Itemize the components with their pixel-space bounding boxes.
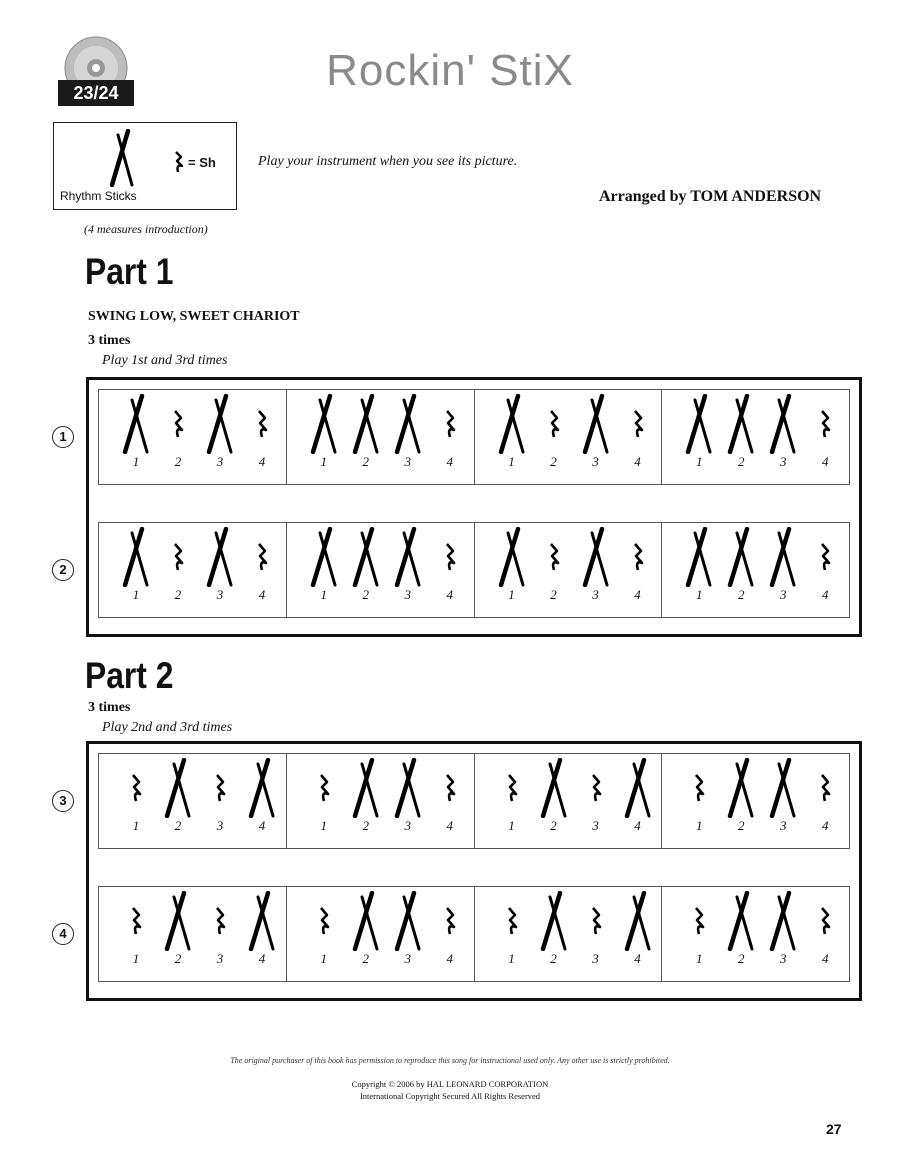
beat-rest — [573, 887, 619, 983]
rhythm-sticks-icon — [763, 394, 803, 454]
beat-rest — [802, 887, 848, 983]
beat-stick — [718, 390, 764, 486]
beat-number: 2 — [174, 818, 182, 833]
instructions: Play your instrument when you see its picture. — [258, 154, 518, 169]
beat-number: 3 — [404, 951, 411, 966]
rhythm-sticks-icon — [304, 394, 344, 454]
rhythm-sticks-icon — [492, 527, 532, 587]
rhythm-sticks-icon — [721, 891, 761, 951]
rest-icon — [818, 543, 832, 571]
beat-number: 3 — [780, 951, 787, 966]
beat-number: 4 — [822, 951, 829, 966]
rhythm-sticks-icon — [200, 527, 240, 587]
rhythm-sticks-icon — [158, 891, 198, 951]
beat-number: 3 — [216, 818, 224, 833]
rhythm-sticks-icon — [346, 758, 386, 818]
rest-icon — [129, 774, 143, 802]
beat-stick — [343, 523, 389, 619]
beat-rest — [573, 754, 619, 850]
beat-stick — [676, 390, 722, 486]
rhythm-sticks-icon — [534, 758, 574, 818]
beat-rest — [197, 754, 243, 850]
beat-stick — [343, 754, 389, 850]
beat-stick — [760, 390, 806, 486]
beat-stick — [113, 390, 159, 486]
track-number: 23/24 — [58, 80, 134, 106]
rest-icon — [505, 774, 519, 802]
beat-number: 1 — [132, 951, 140, 966]
beat-stick — [531, 754, 577, 850]
beat-number: 1 — [132, 587, 140, 602]
copyright-line-2: International Copyright Secured All Rights Reserved — [359, 1091, 541, 1101]
beat-number: 4 — [258, 454, 266, 469]
rhythm-line-2 — [98, 522, 850, 618]
measure — [99, 523, 287, 617]
beat-number: 2 — [550, 818, 557, 833]
beat-stick — [760, 887, 806, 983]
rhythm-sticks-icon — [763, 527, 803, 587]
beat-number: 3 — [404, 454, 411, 469]
beat-number: 1 — [508, 454, 515, 469]
beat-number: 1 — [508, 818, 515, 833]
beat-number: 3 — [592, 587, 599, 602]
rhythm-sticks-icon — [618, 758, 658, 818]
rhythm-sticks-icon — [388, 394, 428, 454]
rhythm-line-4 — [98, 886, 850, 982]
beat-number: 2 — [174, 951, 182, 966]
beat-rest — [802, 754, 848, 850]
beat-rest — [155, 390, 201, 486]
beat-rest — [301, 887, 347, 983]
intro-note: (4 measures introduction) — [84, 222, 208, 236]
part2-play-note: Play 2nd and 3rd times — [102, 720, 233, 735]
measure — [287, 390, 475, 484]
beat-stick — [573, 523, 619, 619]
beat-number: 2 — [738, 587, 745, 602]
beat-number: 3 — [404, 587, 411, 602]
measure — [475, 523, 663, 617]
rest-icon — [547, 543, 561, 571]
rest-equals-sh: = Sh — [188, 155, 216, 170]
rest-icon — [443, 543, 457, 571]
beat-rest — [239, 390, 285, 486]
beat-stick — [615, 887, 661, 983]
beat-number: 3 — [780, 818, 787, 833]
beat-number: 4 — [258, 587, 266, 602]
beat-rest — [155, 523, 201, 619]
beat-rest — [197, 887, 243, 983]
beat-rest — [427, 390, 473, 486]
rhythm-sticks-icon — [304, 527, 344, 587]
beat-number: 4 — [634, 818, 641, 833]
rest-icon — [255, 543, 269, 571]
beat-number: 2 — [174, 454, 182, 469]
rest-icon — [255, 410, 269, 438]
beat-number: 1 — [320, 818, 327, 833]
legend-label: Rhythm Sticks — [60, 189, 137, 203]
line-number: 4 — [52, 923, 74, 945]
rest-icon — [172, 151, 186, 173]
beat-number: 3 — [592, 951, 599, 966]
part2-repeat-count: 3 times — [88, 700, 131, 715]
rest-icon — [692, 907, 706, 935]
beat-number: 4 — [634, 587, 641, 602]
legend-box — [53, 122, 237, 210]
beat-stick — [197, 523, 243, 619]
rest-icon — [129, 907, 143, 935]
beat-number: 2 — [550, 951, 557, 966]
rhythm-sticks-icon — [346, 891, 386, 951]
beat-stick — [531, 887, 577, 983]
rest-icon — [443, 774, 457, 802]
rest-icon — [317, 774, 331, 802]
rhythm-line-3 — [98, 753, 850, 849]
beat-number: 4 — [822, 454, 829, 469]
beat-stick — [301, 390, 347, 486]
line-number: 3 — [52, 790, 74, 812]
rhythm-sticks-icon — [534, 891, 574, 951]
beat-number: 3 — [216, 951, 224, 966]
measure — [99, 390, 287, 484]
purchaser-note: The original purchaser of this book has permission to reproduce this song for instructional used only. Any other use is strictly prohibited. — [230, 1056, 670, 1065]
beat-stick — [676, 523, 722, 619]
beat-stick — [197, 390, 243, 486]
beat-rest — [615, 390, 661, 486]
beat-stick — [113, 523, 159, 619]
beat-stick — [385, 390, 431, 486]
beat-stick — [239, 754, 285, 850]
beat-rest — [427, 754, 473, 850]
beat-stick — [385, 887, 431, 983]
beat-stick — [760, 754, 806, 850]
rest-icon — [505, 907, 519, 935]
measure — [662, 523, 849, 617]
measure — [287, 887, 475, 981]
rest-icon — [547, 410, 561, 438]
beat-rest — [301, 754, 347, 850]
page-title: Rockin' StiX — [326, 46, 574, 95]
beat-stick — [718, 887, 764, 983]
beat-rest — [802, 390, 848, 486]
rest-icon — [171, 543, 185, 571]
beat-number: 3 — [780, 454, 787, 469]
rest-icon — [692, 774, 706, 802]
beat-stick — [239, 887, 285, 983]
beat-number: 2 — [362, 951, 369, 966]
beat-rest — [239, 523, 285, 619]
beat-number: 3 — [216, 454, 224, 469]
rest-icon — [171, 410, 185, 438]
rhythm-sticks-icon — [102, 129, 142, 187]
part2-title: Part 2 — [85, 655, 174, 696]
beat-number: 2 — [738, 951, 745, 966]
rhythm-sticks-icon — [763, 758, 803, 818]
rest-icon — [631, 410, 645, 438]
beat-number: 1 — [320, 587, 327, 602]
rest-icon — [213, 774, 227, 802]
beat-number: 3 — [592, 818, 599, 833]
rhythm-sticks-icon — [346, 527, 386, 587]
beat-stick — [301, 523, 347, 619]
beat-rest — [531, 390, 577, 486]
line-number: 2 — [52, 559, 74, 581]
beat-rest — [427, 887, 473, 983]
beat-number: 3 — [404, 818, 411, 833]
measure — [475, 887, 663, 981]
rhythm-sticks-icon — [388, 527, 428, 587]
beat-rest — [676, 887, 722, 983]
beat-number: 2 — [174, 587, 182, 602]
line-number: 1 — [52, 426, 74, 448]
beat-number: 4 — [446, 454, 453, 469]
rhythm-sticks-icon — [721, 394, 761, 454]
rhythm-sticks-icon — [242, 891, 282, 951]
rest-icon — [818, 410, 832, 438]
measure — [287, 523, 475, 617]
beat-number: 1 — [696, 818, 703, 833]
rest-icon — [443, 907, 457, 935]
beat-stick — [718, 754, 764, 850]
measure — [287, 754, 475, 848]
rest-icon — [213, 907, 227, 935]
rest-icon — [317, 907, 331, 935]
beat-stick — [489, 390, 535, 486]
rhythm-sticks-icon — [721, 527, 761, 587]
rhythm-sticks-icon — [679, 527, 719, 587]
beat-rest — [676, 754, 722, 850]
beat-number: 1 — [320, 951, 327, 966]
part1-repeat-count: 3 times — [88, 333, 131, 348]
song-title: SWING LOW, SWEET CHARIOT — [88, 309, 300, 324]
rest-icon — [818, 907, 832, 935]
rest-icon — [631, 543, 645, 571]
beat-stick — [760, 523, 806, 619]
part1-play-note: Play 1st and 3rd times — [102, 353, 228, 368]
beat-number: 4 — [634, 951, 641, 966]
rhythm-sticks-icon — [618, 891, 658, 951]
beat-number: 4 — [634, 454, 641, 469]
beat-number: 4 — [258, 951, 266, 966]
beat-number: 4 — [446, 818, 453, 833]
beat-rest — [615, 523, 661, 619]
beat-stick — [615, 754, 661, 850]
rhythm-sticks-icon — [346, 394, 386, 454]
beat-number: 3 — [780, 587, 787, 602]
rest-icon — [589, 774, 603, 802]
beat-stick — [385, 754, 431, 850]
measure — [662, 390, 849, 484]
measure — [662, 887, 849, 981]
beat-stick — [489, 523, 535, 619]
page-number: 27 — [826, 1121, 842, 1137]
beat-rest — [802, 523, 848, 619]
beat-stick — [155, 887, 201, 983]
beat-number: 1 — [696, 587, 703, 602]
rhythm-line-1 — [98, 389, 850, 485]
measure — [475, 754, 663, 848]
beat-number: 2 — [550, 454, 557, 469]
beat-number: 4 — [822, 587, 829, 602]
beat-stick — [343, 887, 389, 983]
beat-number: 1 — [132, 454, 140, 469]
cd-track-badge — [58, 36, 134, 106]
beat-stick — [155, 754, 201, 850]
beat-number: 1 — [320, 454, 327, 469]
beat-number: 2 — [362, 818, 369, 833]
beat-stick — [343, 390, 389, 486]
beat-number: 2 — [550, 587, 557, 602]
rest-icon — [818, 774, 832, 802]
beat-number: 1 — [508, 587, 515, 602]
beat-number: 2 — [738, 454, 745, 469]
rhythm-sticks-icon — [200, 394, 240, 454]
beat-number: 4 — [446, 587, 453, 602]
measure — [99, 754, 287, 848]
measure — [662, 754, 849, 848]
beat-number: 4 — [258, 818, 266, 833]
rhythm-sticks-icon — [576, 394, 616, 454]
beat-number: 4 — [446, 951, 453, 966]
beat-rest — [427, 523, 473, 619]
copyright-line-1: Copyright © 2006 by HAL LEONARD CORPORATION — [351, 1079, 549, 1089]
rhythm-sticks-icon — [242, 758, 282, 818]
beat-stick — [385, 523, 431, 619]
measure — [475, 390, 663, 484]
beat-number: 2 — [738, 818, 745, 833]
part1-title: Part 1 — [85, 251, 174, 292]
beat-number: 1 — [132, 818, 140, 833]
rhythm-sticks-icon — [721, 758, 761, 818]
rest-icon — [443, 410, 457, 438]
beat-rest — [531, 523, 577, 619]
rhythm-sticks-icon — [388, 758, 428, 818]
beat-number: 1 — [696, 951, 703, 966]
beat-number: 1 — [696, 454, 703, 469]
beat-rest — [113, 754, 159, 850]
beat-number: 4 — [822, 818, 829, 833]
beat-rest — [489, 887, 535, 983]
beat-rest — [489, 754, 535, 850]
rhythm-sticks-icon — [763, 891, 803, 951]
rhythm-sticks-icon — [388, 891, 428, 951]
beat-number: 3 — [592, 454, 599, 469]
measure — [99, 887, 287, 981]
beat-stick — [573, 390, 619, 486]
rhythm-sticks-icon — [158, 758, 198, 818]
rhythm-sticks-icon — [116, 394, 156, 454]
rhythm-sticks-icon — [492, 394, 532, 454]
beat-stick — [718, 523, 764, 619]
beat-number: 3 — [216, 587, 224, 602]
rhythm-sticks-icon — [679, 394, 719, 454]
rhythm-sticks-icon — [576, 527, 616, 587]
beat-number: 1 — [508, 951, 515, 966]
beat-rest — [113, 887, 159, 983]
beat-number: 2 — [362, 587, 369, 602]
arranger-credit: Arranged by TOM ANDERSON — [599, 188, 822, 205]
rest-icon — [589, 907, 603, 935]
beat-number: 2 — [362, 454, 369, 469]
rhythm-sticks-icon — [116, 527, 156, 587]
